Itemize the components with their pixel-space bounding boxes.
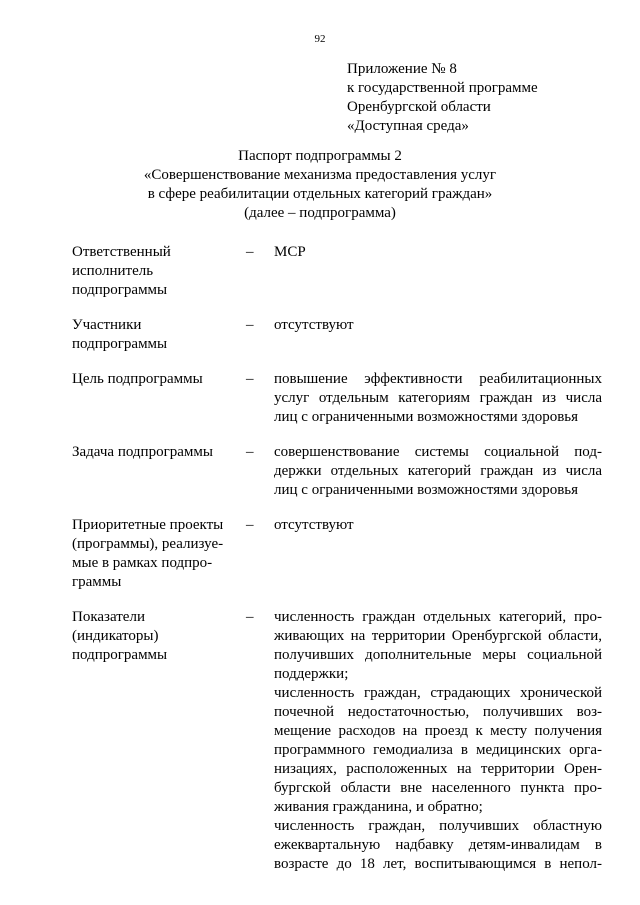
row-dash: – xyxy=(246,317,254,333)
label-line: исполнитель xyxy=(72,263,154,279)
row-label xyxy=(72,316,246,354)
row-label xyxy=(72,443,246,500)
title-line: Паспорт подпрограммы 2 xyxy=(238,148,402,164)
passport-row-participants xyxy=(72,316,602,354)
row-dash: – xyxy=(246,517,254,533)
row-value xyxy=(274,608,602,874)
appendix-line: Оренбургской области xyxy=(347,99,491,115)
passport-row-priority-projects xyxy=(72,516,602,592)
value-line: повышение эффективности реабилитационных xyxy=(274,371,602,387)
passport-table xyxy=(72,243,602,874)
label-line: (программы), реализуе- xyxy=(72,536,224,552)
row-dash: – xyxy=(246,444,254,460)
value-line: услуг отдельным категориям граждан из числа xyxy=(274,390,602,406)
label-line: мые в рамках подпро- xyxy=(72,555,213,571)
label-line: граммы xyxy=(72,574,122,590)
row-label xyxy=(72,516,246,592)
value-line: лиц с ограниченными возможностями здоровья xyxy=(274,409,579,425)
label-line: Показатели xyxy=(72,609,145,625)
row-dash: – xyxy=(246,244,254,260)
value-line: поддержки; xyxy=(274,666,349,682)
label-line: Участники xyxy=(72,317,142,333)
label-line: подпрограммы xyxy=(72,282,168,298)
title-line: в сфере реабилитации отдельных категорий граждан» xyxy=(147,186,493,202)
value-line: лиц с ограниченными возможностями здоровья xyxy=(274,482,579,498)
row-dash: – xyxy=(246,371,254,387)
value-line: численность граждан отдельных категорий, про- xyxy=(274,609,602,625)
value-line: отсутствуют xyxy=(274,317,354,333)
value-line: отсутствуют xyxy=(274,517,354,533)
passport-row-responsible xyxy=(72,243,602,300)
value-line: живания гражданина, и обратно; xyxy=(274,799,483,815)
title-line: (далее – подпрограмма) xyxy=(244,205,396,221)
row-value xyxy=(274,516,602,592)
row-value xyxy=(274,370,602,427)
label-line: подпрограммы xyxy=(72,336,168,352)
appendix-line: Приложение № 8 xyxy=(347,61,457,77)
label-line: Цель подпрограммы xyxy=(72,371,203,387)
value-line: программного гемодиализа в медицинских орга- xyxy=(274,742,602,758)
label-line: Приоритетные проекты xyxy=(72,517,224,533)
appendix-line: «Доступная среда» xyxy=(347,118,469,134)
appendix-block xyxy=(347,60,538,136)
row-value xyxy=(274,243,602,300)
value-line: возрасте до 18 лет, воспитывающимся в непол- xyxy=(274,856,602,872)
value-line: совершенствование системы социальной под- xyxy=(274,444,602,460)
value-line: получивших дополнительные меры социальной xyxy=(274,647,602,663)
row-value xyxy=(274,443,602,500)
row-value xyxy=(274,316,602,354)
appendix-line: к государственной программе xyxy=(347,80,538,96)
value-line: мещение расходов на проезд к месту получения xyxy=(274,723,602,739)
title-line: «Совершенствование механизма предоставления услуг xyxy=(143,167,497,183)
label-line: (индикаторы) xyxy=(72,628,159,644)
label-line: Ответственный xyxy=(72,244,171,260)
row-label xyxy=(72,370,246,427)
value-line: численность граждан, страдающих хронической xyxy=(274,685,602,701)
value-line: МСР xyxy=(274,244,306,260)
label-line: Задача подпрограммы xyxy=(72,444,213,460)
document-title xyxy=(0,147,640,223)
value-line: ежеквартальную надбавку детям-инвалидам в xyxy=(274,837,602,853)
row-label xyxy=(72,608,246,874)
value-line: почечной недостаточностью, получивших воз- xyxy=(274,704,602,720)
passport-row-goal xyxy=(72,370,602,427)
value-line: держки отдельных категорий граждан из числа xyxy=(274,463,602,479)
passport-row-task xyxy=(72,443,602,500)
value-line: живающих на территории Оренбургской области, xyxy=(274,628,602,644)
value-line: низациях, расположенных на территории Орен- xyxy=(274,761,602,777)
value-line: численность граждан, получивших областную xyxy=(274,818,602,834)
value-line: бургской области вне населенного пункта про- xyxy=(274,780,602,796)
row-dash: – xyxy=(246,609,254,625)
row-label xyxy=(72,243,246,300)
label-line: подпрограммы xyxy=(72,647,168,663)
page-number: 92 xyxy=(314,33,326,45)
passport-row-indicators xyxy=(72,608,602,874)
